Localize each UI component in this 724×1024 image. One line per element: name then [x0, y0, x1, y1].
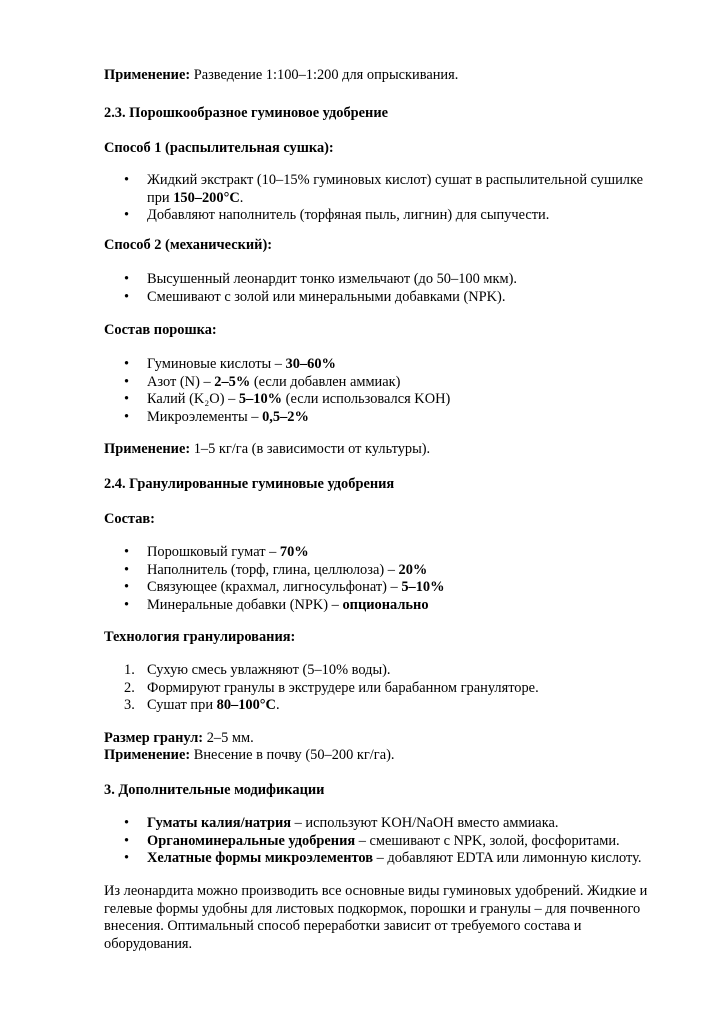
method-1-heading: Способ 1 (распылительная сушка): [104, 140, 334, 156]
list-item [104, 562, 664, 580]
granulation-list [104, 662, 664, 715]
item-text: Калий (K₂O) – [147, 391, 239, 407]
item-text: Добавляют наполнитель (торфяная пыль, лигнин) для сыпучести. [147, 207, 550, 223]
application-label: Применение: [104, 67, 191, 83]
item-text: Микроэлементы – [147, 408, 263, 425]
powder-list [104, 356, 664, 426]
bullet-icon: • [124, 850, 130, 866]
conclusion-line: оборудования. [104, 935, 193, 952]
item-tail: (если использовался KOH) [282, 391, 451, 407]
application-line-2 [104, 441, 664, 459]
method-2-heading: Способ 2 (механический): [104, 237, 273, 253]
item-text: Гуминовые кислоты – [147, 356, 286, 372]
item-bold: 5–10% [238, 391, 283, 407]
granule-size-line [104, 730, 664, 748]
list-item [104, 409, 664, 427]
application-label: Применение: [104, 747, 191, 763]
item-bold: Хелатные формы микроэлементов [147, 850, 373, 866]
item-tail: – смешивают с NPK, золой, фосфоритами. [355, 832, 620, 849]
composition-heading: Состав: [104, 511, 155, 527]
item-text: Наполнитель (торф, глина, целлюлоза) – [147, 561, 399, 578]
item-bold: 2–5% [214, 373, 251, 390]
item-bold: Органоминеральные удобрения [147, 832, 356, 849]
granulation-heading: Технология гранулирования: [104, 629, 296, 645]
bullet-icon: • [124, 391, 130, 407]
conclusion-paragraph [104, 883, 664, 953]
bullet-icon: • [124, 832, 130, 849]
list-item [104, 374, 664, 392]
item-text: Высушенный леонардит тонко измельчают (до 50–100 мкм). [147, 271, 517, 287]
list-item [104, 271, 664, 289]
item-text: Сухую смесь увлажняют (5–10% воды). [147, 662, 391, 678]
application-text: Разведение 1:100–1:200 для опрыскивания. [190, 67, 459, 83]
item-text: Сушат при [147, 697, 217, 713]
application-text: Внесение в почву (50–200 кг/га). [190, 747, 395, 763]
list-item [104, 833, 664, 851]
powder-heading: Состав порошка: [104, 322, 217, 338]
item-text: Связующее (крахмал, лигносульфонат) – [147, 579, 402, 595]
item-number: 2. [124, 679, 135, 696]
composition-list [104, 544, 664, 614]
application-text: 1–5 кг/га (в зависимости от культуры). [190, 441, 431, 457]
bullet-icon: • [124, 207, 130, 223]
item-text: Азот (N) – [147, 373, 215, 390]
item-number: 1. [124, 662, 135, 678]
application-label: Применение: [104, 441, 191, 457]
list-item [104, 815, 664, 833]
bullet-icon: • [124, 271, 130, 287]
conclusion-line: Из леонардита можно производить все основные виды гуминовых удобрений. Жидкие и [104, 883, 648, 899]
bullet-icon: • [124, 544, 130, 560]
granule-size-text: 2–5 мм. [203, 730, 254, 746]
item-bold: 150–200°C [173, 189, 240, 206]
conclusion-line: внесения. Оптимальный способ переработки зависит от требуемого состава и [104, 918, 582, 934]
item-bold: 80–100°C [216, 697, 276, 713]
list-item [104, 662, 664, 680]
bullet-icon: • [124, 288, 130, 305]
application-line-1 [104, 67, 664, 85]
item-bold: Гуматы калия/натрия [147, 815, 292, 831]
item-text: Порошковый гумат – [147, 544, 280, 560]
bullet-icon: • [124, 815, 130, 831]
item-text: Формируют гранулы в экструдере или барабанном грануляторе. [147, 679, 539, 696]
list-item [104, 850, 664, 868]
item-tail: – добавляют EDTA или лимонную кислоту. [372, 850, 642, 866]
bullet-icon: • [124, 172, 130, 188]
item-bold: 0,5–2% [262, 408, 309, 425]
bullet-icon: • [124, 373, 130, 390]
list-item [104, 579, 664, 597]
bullet-icon: • [124, 596, 130, 613]
application-line-3 [104, 747, 664, 765]
list-item [104, 391, 664, 409]
list-item [104, 207, 664, 225]
list-item [104, 544, 664, 562]
modifications-list [104, 815, 664, 868]
item-text: Жидкий экстракт (10–15% гуминовых кислот) сушат в распылительной сушилке при [147, 172, 643, 206]
item-tail: – используют KOH/NaOH вместо аммиака. [291, 815, 559, 831]
item-tail: . [239, 189, 244, 206]
item-bold: 70% [279, 544, 309, 560]
list-item [104, 289, 664, 307]
bullet-icon: • [124, 408, 130, 425]
item-bold: опционально [342, 596, 429, 613]
list-item [104, 597, 664, 615]
item-bold: 5–10% [401, 579, 445, 595]
section-2-4-heading: 2.4. Гранулированные гуминовые удобрения [104, 476, 395, 492]
conclusion-line: гелевые формы удобны для листовых подкормок, порошки и гранулы – для почвенного [104, 900, 641, 917]
item-bold: 20% [398, 561, 428, 578]
bullet-icon: • [124, 356, 130, 372]
list-item [104, 172, 664, 207]
list-item [104, 680, 664, 698]
method-1-list [104, 172, 664, 225]
section-2-3-heading: 2.3. Порошкообразное гуминовое удобрение [104, 105, 388, 121]
method-2-list [104, 271, 664, 306]
list-item [104, 356, 664, 374]
item-text: Смешивают с золой или минеральными добавками (NPK). [147, 288, 506, 305]
list-item [104, 697, 664, 715]
item-tail: (если добавлен аммиак) [250, 373, 401, 390]
granule-size-label: Размер гранул: [104, 730, 204, 746]
bullet-icon: • [124, 561, 130, 578]
item-tail: . [275, 697, 280, 713]
item-bold: 30–60% [285, 356, 336, 372]
section-3-heading: 3. Дополнительные модификации [104, 782, 325, 798]
item-text: Минеральные добавки (NPK) – [147, 596, 343, 613]
item-number: 3. [124, 697, 135, 713]
bullet-icon: • [124, 579, 130, 595]
